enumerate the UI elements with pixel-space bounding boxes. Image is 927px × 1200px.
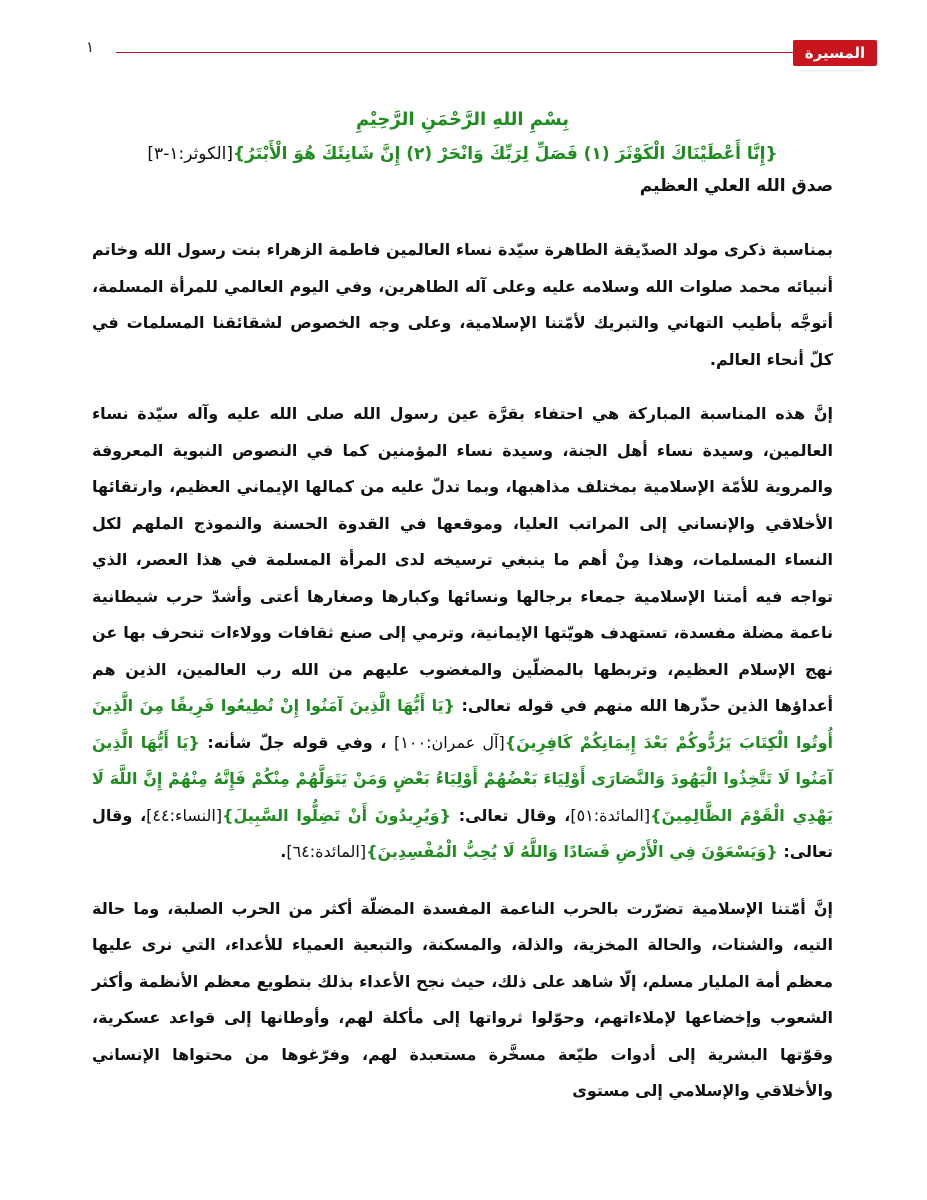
quran-ref-1: [آل عمران:١٠٠] bbox=[394, 732, 505, 752]
paragraph-2-text-5: . bbox=[280, 842, 287, 861]
quran-quote-3: {وَيُرِيدُونَ أَنْ تَضِلُّوا السَّبِيلَ} bbox=[222, 805, 451, 825]
paragraph-3: إنَّ أمّتنا الإسلامية تضرّرت بالحرب الناعمة المفسدة المضلّة أكثر من الحرب الصلبة، وما حالة التيه، والشتات، والحالة المخزية، والذلة، والمسكنة، والتبعية العمياء للأعداء، التي نرى عليها معظم أمة المليار مسلم، إلّا شاهد على ذلك، حيث نجح الأعداء بذلك بتطويع معظم الأنظمة وأكثر الشعوب وإخضاعها لإملاءاتهم، وحوّلوا ثرواتها إلى مأكلة لهم، وأوطانها إلى قواعد عسكرية، وقوّتها البشرية إلى أدوات طيّعة مسخَّرة مستعبدة لهم، وفرّغوها من محتواها الإنساني والأخلاقي والإسلامي إلى مستوى bbox=[92, 898, 833, 1100]
quran-ref-2: [المائدة:٥١] bbox=[570, 805, 651, 825]
opening-verse-ref: [الكوثر:١-٣] bbox=[147, 144, 234, 164]
quran-ref-4: [المائدة:٦٤] bbox=[286, 842, 367, 861]
basmala: بِسْمِ اللهِ الرَّحْمَنِ الرَّحِيْمِ bbox=[355, 109, 570, 130]
paragraph-2-text-3: ، وقال تعالى: bbox=[450, 805, 571, 825]
header-rule bbox=[116, 52, 839, 53]
logo: المسيرة bbox=[793, 40, 877, 66]
paragraph-1: بمناسبة ذكرى مولد الصدّيقة الطاهرة سيّدة نساء العالمين فاطمة الزهراء بنت رسول الله وخاتم أنبيائه محمد صلوات الله وسلامه عليه وعلى آله الطاهرين، وفي اليوم العالمي للمرأة المسلمة، أتوجَّه بأطيب التهاني والتبريك لأمّتنا الإسلامية، وعلى وجه الخصوص لشقائقنا المسلمات في كلّ أنحاء العالم. bbox=[92, 240, 833, 369]
quran-quote-4: {وَيَسْعَوْنَ فِي الْأَرْضِ فَسَادًا وَاللَّهُ لَا يُحِبُّ الْمُفْسِدِينَ} bbox=[366, 842, 778, 861]
page-number: ١ bbox=[86, 38, 95, 56]
paragraph-2-text-4: ، وقال تعالى: bbox=[92, 805, 833, 861]
quran-ref-3: [النساء:٤٤] bbox=[146, 805, 223, 825]
sadaq-line: صدق الله العلي العظيم bbox=[639, 176, 833, 196]
quran-quote-1: {يَا أَيُّهَا الَّذِينَ آمَنُوا إِنْ تُطِيعُوا فَرِيقًا مِنَ الَّذِينَ أُوتُوا الْكِتَابَ يَرُدُّوكُمْ بَعْدَ إِيمَانِكُمْ كَافِرِينَ} bbox=[92, 696, 834, 752]
paragraph-2 bbox=[92, 396, 833, 871]
paragraph-2-text-1: إنَّ هذه المناسبة المباركة هي احتفاء بقرَّة عين رسول الله صلى الله عليه وآله سيّدة نساء العالمين، وسيدة نساء أهل الجنة، وسيدة نساء المؤمنين كما في النصوص النبوية المعروفة والمروية للأمّة الإسلامية بمختلف مذاهبها، وبما تدلّ عليه من كمالها الإيماني العظيم، وارتقائها الأخلاقي والإنساني إلى المراتب العليا، وموقعها في القدوة الحسنة والنموذج الملهم لكل النساء المسلمات، وهذا مِنْ أهم ما ينبغي ترسيخه لدى المرأة المسلمة في هذا العصر، الذي تواجه فيه أمتنا الإسلامية جمعاء برجالها ونسائها وكبارها وصغارها أعتى وأشدّ حرب شيطانية ناعمة مضلة مفسدة، تستهدف هويّتها الإيمانية، وترمي إلى صنع ثقافات وولاءات تنحرف بها عن نهج الإسلام العظيم، وتربطها بالمضلّين والمغضوب عليهم من الله رب العالمين، الذين هم أعداؤها الذين حذّرها الله منهم في قوله تعالى: bbox=[92, 404, 833, 715]
quran-quote-2: {يَا أَيُّهَا الَّذِينَ آمَنُوا لَا تَتَّخِذُوا الْيَهُودَ وَالنَّصَارَى أَوْلِيَاءَ بَعْضُهُمْ أَوْلِيَاءُ بَعْضٍ وَمَنْ يَتَوَلَّهُمْ مِنْكُمْ فَإِنَّهُ مِنْهُمْ إِنَّ اللَّهَ لَا يَهْدِي الْقَوْمَ الظَّالِمِينَ} bbox=[92, 732, 833, 825]
opening-verse bbox=[92, 140, 833, 168]
document-body bbox=[92, 108, 833, 1110]
paragraph-2-text-2: ، وفي قوله جلّ شأنه: bbox=[199, 732, 395, 752]
opening-verse-text: {إِنَّا أَعْطَيْنَاكَ الْكَوْثَرَ (١) فَصَلِّ لِرَبِّكَ وَانْحَرْ (٢) إِنَّ شَانِئَكَ هُوَ الْأَبْتَرُ} bbox=[233, 144, 778, 164]
